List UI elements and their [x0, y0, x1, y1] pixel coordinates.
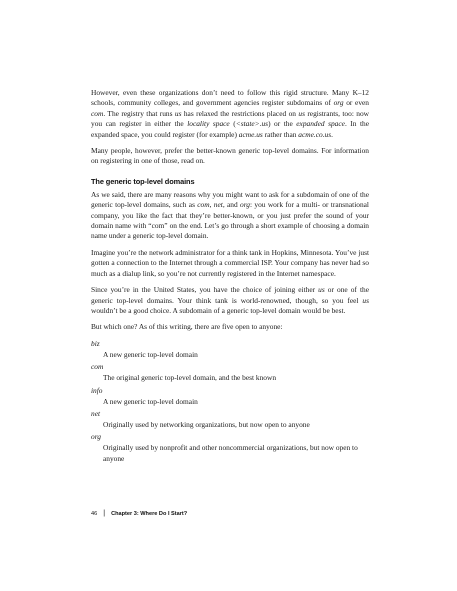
domain-term: com — [91, 362, 104, 372]
chapter-title: Chapter 3: Where Do I Start? — [111, 510, 188, 517]
paragraph-reasons: As we said, there are many reasons why you might want to ask for a subdomain of one of the generic top-level domains, such as com, net, and org: you work for a multi- or transnational company, you like the fact that they’re better-known, or you just prefer the sound of your domain name with “com” on the end. Let’s go through a short example of choosing a domain name under a generic top-level domain. — [91, 189, 369, 241]
page-number: 46 — [91, 510, 98, 517]
paragraph-us-structure: However, even these organizations don’t need to follow this rigid structure. Many K–12 schools, community colleges, and government agencies register subdomains of org or even com. The registry that runs us has relaxed the restrictions placed on us registrants, too: now you can register in either the locality space (<state>.us) or the expanded space. In the expanded space, you could register (for example) acme.us rather than acme.co.us. — [91, 88, 370, 139]
domain-description: The original generic top-level domain, and the best known — [103, 373, 277, 383]
paragraph-generic-intro: Many people, however, prefer the better-known generic top-level domains. For information on registering in one of those, read on. — [91, 146, 369, 166]
domain-description: Originally used by nonprofit and other noncommercial organizations, but now open to anyone — [103, 443, 358, 463]
domain-term: net — [91, 408, 101, 418]
domain-term: info — [91, 385, 103, 395]
domain-term: biz — [91, 338, 100, 348]
paragraph-think-tank: Imagine you’re the network administrator for a think tank in Hopkins, Minnesota. You’ve just gotten a connection to the Internet through a commercial ISP. Your company has never had so much as a dialup link, so you’re not currently registered in the Internet namespace. — [91, 247, 369, 278]
domain-description: Originally used by networking organizations, but now open to anyone — [103, 419, 310, 429]
page-body — [91, 88, 369, 466]
paragraph-united-states: Since you’re in the United States, you have the choice of joining either us or one of the generic top-level domains. Your think tank is world-renowned, though, so you feel us wouldn’t be a good choice. A subdomain of a generic top-level domain would be best. — [91, 285, 369, 315]
domain-term: org — [91, 432, 101, 442]
paragraph-which-one: But which one? As of this writing, there are five open to anyone: — [91, 322, 283, 332]
page-footer — [91, 510, 187, 517]
domain-list — [91, 339, 369, 464]
domain-description: A new generic top-level domain — [103, 349, 198, 359]
footer-separator: | — [103, 510, 106, 517]
section-heading: The generic top-level domains — [91, 176, 195, 186]
domain-description: A new generic top-level domain — [103, 396, 198, 406]
